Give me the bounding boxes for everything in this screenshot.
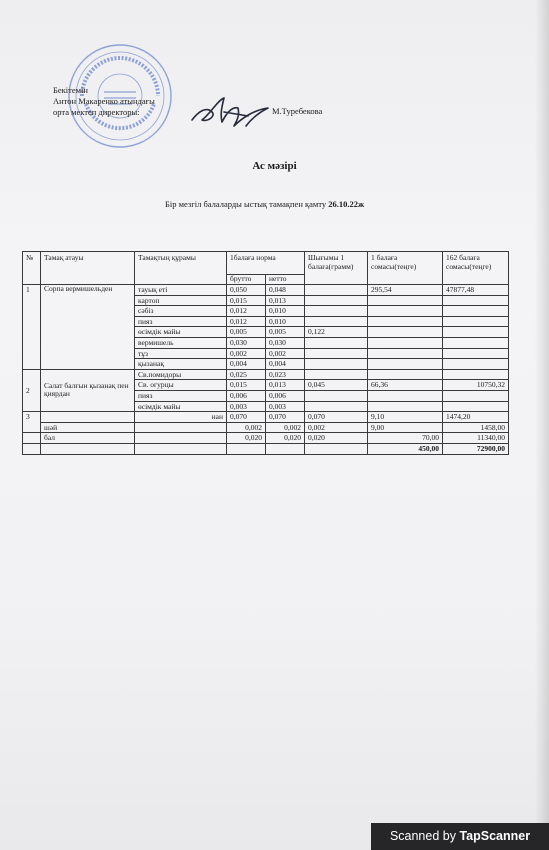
approval-line-approve: Бекітемін [53,85,88,95]
approval-line-director: орта мектеп директоры: [53,107,140,117]
header-cost-1: 1 балаға сомасы(теңге) [368,252,443,285]
netto: 0,013 [266,295,305,306]
brutto: 0,003 [227,401,266,412]
brutto: 0,070 [227,412,266,423]
output: 0,070 [305,412,368,423]
netto: 0,010 [266,306,305,317]
document-subtitle [165,199,364,209]
header-dish: Тамақ атауы [41,252,135,285]
ingredient: вермишель [135,337,227,348]
header-output: Шығымы 1 балаға(грамм) [305,252,368,285]
cost-162: 10750,32 [443,380,509,391]
ingredient: қызанақ [135,359,227,370]
cost-162: 1474,20 [443,412,509,423]
total-row [23,443,509,454]
ingredient: Св. огурцы [135,380,227,391]
total-cost-162: 72900,00 [443,443,509,454]
netto: 0,020 [266,433,305,444]
netto: 0,005 [266,327,305,338]
brutto: 0,015 [227,380,266,391]
ingredient: нан [135,412,227,423]
ingredient: картоп [135,295,227,306]
brutto: 0,025 [227,369,266,380]
netto: 0,002 [266,422,305,433]
group-num: 2 [23,369,41,411]
group-num: 1 [23,285,41,370]
brutto: 0,004 [227,359,266,370]
scanner-prefix: Scanned by [389,829,460,843]
cost-162: 1458,00 [443,422,509,433]
brutto: 0,015 [227,295,266,306]
table-header-row [23,252,509,275]
netto: 0,030 [266,337,305,348]
output: 0,002 [305,422,368,433]
cost-162: 47877,48 [443,285,509,296]
ingredient: сәбіз [135,306,227,317]
dish-name: Салат балғын қызанақ пен қиярдан [41,369,135,411]
netto: 0,070 [266,412,305,423]
brutto: 0,012 [227,316,266,327]
netto: 0,006 [266,390,305,401]
cost-1: 70,00 [368,433,443,444]
output: 0,045 [305,380,368,391]
ingredient: өсімдік майы [135,327,227,338]
table-row [23,369,509,380]
document-title: Ас мәзірі [252,160,297,172]
header-num: № [23,252,41,285]
netto: 0,048 [266,285,305,296]
brutto: 0,002 [227,422,266,433]
output [305,285,368,296]
ingredient: тауық еті [135,285,227,296]
cost-1: 66,36 [368,380,443,391]
ingredient: тұз [135,348,227,359]
header-netto: нетто [266,275,305,285]
dish-name: бал [41,433,135,444]
brutto: 0,006 [227,390,266,401]
group-num: 3 [23,412,41,433]
header-norm: 1балаға норма [227,252,305,275]
director-signature [188,92,280,132]
netto: 0,023 [266,369,305,380]
cost-162: 11340,00 [443,433,509,444]
brutto: 0,050 [227,285,266,296]
output: 0,122 [305,327,368,338]
subtitle-text: Бір мезгіл балаларды ыстық тамақпен қамту [165,199,327,209]
menu-table [22,251,509,455]
netto: 0,003 [266,401,305,412]
netto: 0,013 [266,380,305,391]
scanner-watermark [371,823,549,850]
netto: 0,010 [266,316,305,327]
approval-block [53,85,155,118]
ingredient: пияз [135,316,227,327]
dish-name: Сорпа вермишельден [41,285,135,370]
ingredient: пияз [135,390,227,401]
brutto: 0,020 [227,433,266,444]
cost-1: 9,00 [368,422,443,433]
brutto: 0,005 [227,327,266,338]
ingredient: өсімдік майы [135,401,227,412]
cost-1: 295,54 [368,285,443,296]
header-composition: Тамақтың құрамы [135,252,227,285]
subtitle-date: 26.10.22ж [328,199,365,209]
brutto: 0,012 [227,306,266,317]
dish-name: шәй [41,422,135,433]
header-cost-162: 162 балаға сомасы(теңге) [443,252,509,285]
output: 0,020 [305,433,368,444]
brutto: 0,002 [227,348,266,359]
netto: 0,004 [266,359,305,370]
header-brutto: брутто [227,275,266,285]
director-name: М.Туребекова [272,106,323,116]
ingredient: Св.помидоры [135,369,227,380]
table-row [23,433,509,444]
netto: 0,002 [266,348,305,359]
total-cost-1: 450,00 [368,443,443,454]
approval-line-school: Антон Макаренко атындағы [53,96,155,106]
cost-1: 9,10 [368,412,443,423]
scanner-brand: TapScanner [459,829,531,843]
table-row [23,412,509,423]
brutto: 0,030 [227,337,266,348]
table-row [23,285,509,296]
table-row [23,422,509,433]
